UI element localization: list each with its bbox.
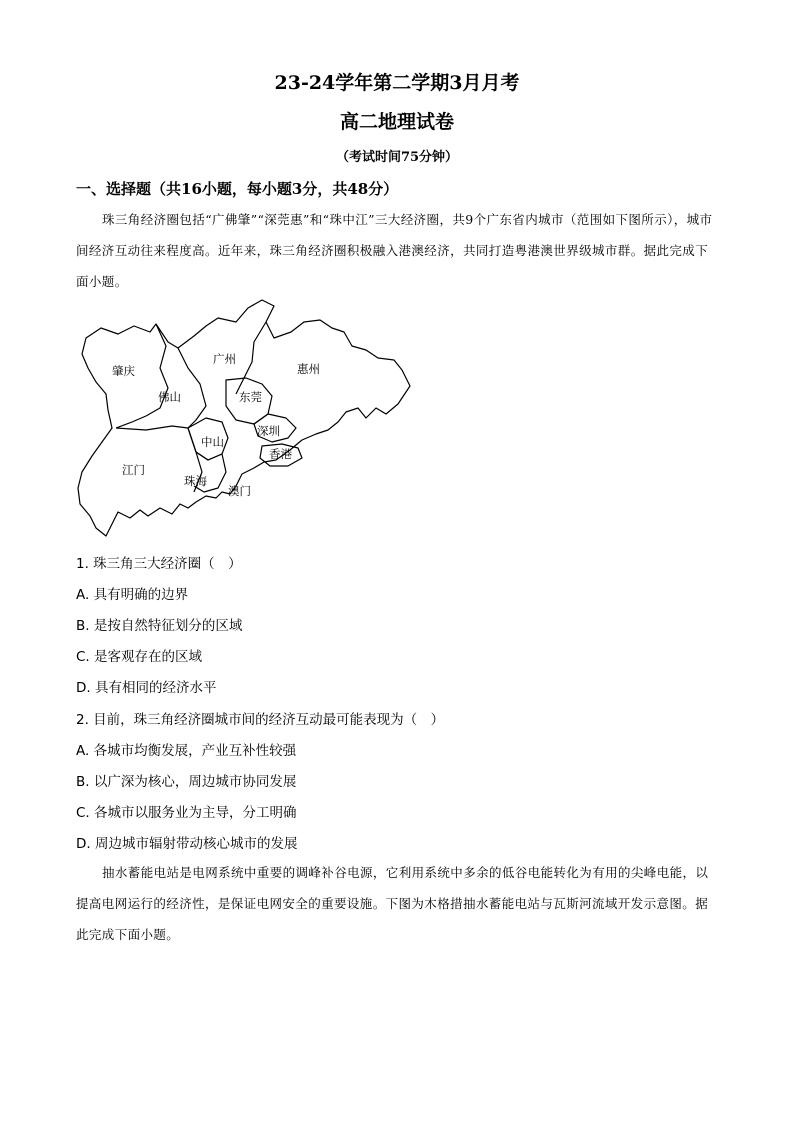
question-2-stem: 2. 目前，珠三角经济圈城市间的经济互动最可能表现为（ ） <box>76 712 445 728</box>
question-1-stem: 1. 珠三角三大经济圈（ ） <box>76 556 242 572</box>
map-label-dongguan: 东莞 <box>239 390 262 404</box>
boundary-foshan-guangzhou <box>178 348 206 428</box>
question-1-option-c[interactable]: C. 是客观存在的区域 <box>76 649 203 665</box>
page-subtitle-subject: 高二地理试卷 <box>339 111 454 133</box>
map-label-zhuhai: 珠海 <box>184 474 207 488</box>
question-1-option-a[interactable]: A. 具有明确的边界 <box>76 587 189 603</box>
question-1-option-b[interactable]: B. 是按自然特征划分的区域 <box>76 618 243 634</box>
map-label-shenzhen: 深圳 <box>257 424 280 438</box>
passage-2 <box>76 857 720 950</box>
section-heading: 一、选择题（共16小题，每小题3分，共48分） <box>76 180 399 198</box>
map-outline <box>78 300 410 536</box>
map-label-huizhou: 惠州 <box>297 362 320 376</box>
passage-1-text: 珠三角经济圈包括“广佛肇”“深莞惠”和“珠中江”三大经济圈，共9个广东省内城市（范围如下图所示），城市间经济互动往来程度高。近年来，珠三角经济圈积极融入港澳经济，共同打造粤港澳世界级城市群。据此完成下面小题。 <box>76 212 713 289</box>
map-label-zhaoqing: 肇庆 <box>112 364 135 378</box>
map-label-hongkong: 香港 <box>269 447 292 461</box>
map-label-foshan: 佛山 <box>158 390 181 404</box>
page-title: 23-24学年第二学期3月月考 <box>274 72 520 94</box>
passage-2-text: 抽水蓄能电站是电网系统中重要的调峰补谷电源，它利用系统中多余的低谷电能转化为有用的尖峰电能，以提高电网运行的经济性，是保证电网安全的重要设施。下图为木格措抽水蓄能电站与瓦斯河流域开发示意图。据此完成下面小题。 <box>76 865 709 942</box>
map-svg <box>76 296 421 541</box>
pearl-river-delta-map <box>76 296 421 541</box>
passage-1 <box>76 204 720 297</box>
question-2-option-d[interactable]: D. 周边城市辐射带动核心城市的发展 <box>76 836 298 852</box>
map-label-zhongshan: 中山 <box>201 435 224 449</box>
exam-time-note: （考试时间75分钟） <box>335 150 459 165</box>
map-label-macau: 澳门 <box>228 484 251 498</box>
question-2-option-a[interactable]: A. 各城市均衡发展，产业互补性较强 <box>76 743 297 759</box>
question-1-option-d[interactable]: D. 具有相同的经济水平 <box>76 680 217 696</box>
map-label-jiangmen: 江门 <box>122 463 145 477</box>
question-2-option-c[interactable]: C. 各城市以服务业为主导，分工明确 <box>76 805 297 821</box>
question-2-option-b[interactable]: B. 以广深为核心，周边城市协同发展 <box>76 774 297 790</box>
map-label-guangzhou: 广州 <box>213 352 236 366</box>
